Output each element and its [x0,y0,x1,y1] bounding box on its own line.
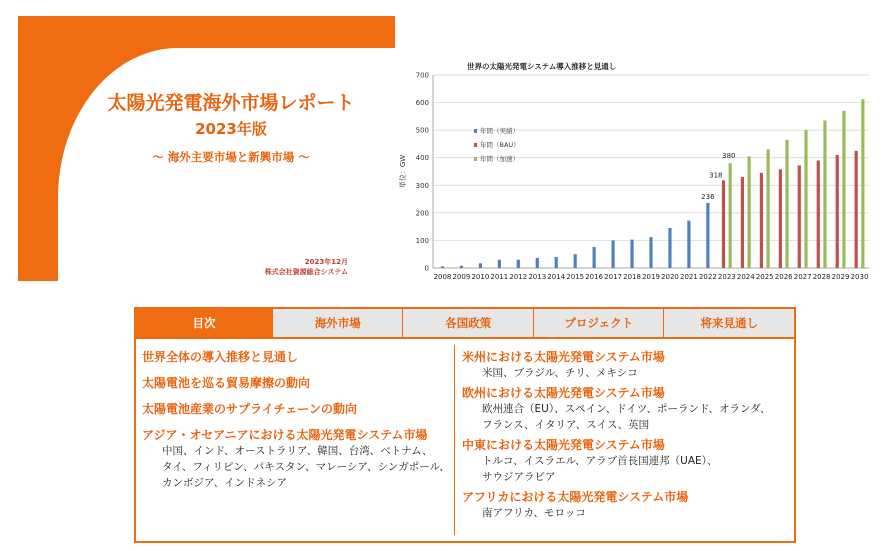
x-tick-label: 2018 [623,273,641,281]
toc-section-title[interactable]: 太陽電池を巡る貿易摩擦の動向 [142,376,311,390]
toc-section-title[interactable]: 米州における太陽光発電システム市場 [462,350,665,364]
bar-2028-s2 [823,120,826,268]
cover-year: 2023年版 [195,120,267,138]
cover-subtitle: ～ 海外主要市場と新興市場 ～ [152,150,310,164]
x-tick-label: 2030 [850,273,869,281]
y-tick-label: 400 [415,154,429,163]
toc-section-title[interactable]: アジア・オセアニアにおける太陽光発電システム市場 [142,428,428,442]
x-tick-label: 2015 [566,273,585,281]
toc-section [462,437,792,485]
y-tick-label: 0 [424,264,429,273]
bar-2023-s2 [729,163,732,268]
toc-section [142,427,448,491]
bar-2026-s1 [779,169,782,268]
bar-2023-s1 [722,180,725,268]
toc-left-column [142,349,448,501]
y-tick-label: 200 [415,209,429,218]
bar-2025-s2 [766,149,769,268]
toc-tab-bar [136,309,794,339]
bar-2029-s2 [842,111,845,268]
toc-section-title[interactable]: 太陽電池産業のサプライチェーンの動向 [142,402,358,416]
toc-section-detail: トルコ、イスラエル、アラブ首長国連邦（UAE）、 [482,455,718,467]
bar-2015-s0 [574,254,577,268]
toc-body [136,339,794,541]
x-tick-label: 2026 [774,273,793,281]
x-tick-label: 2024 [736,273,755,281]
x-tick-label: 2023 [717,273,736,281]
data-label: 236 [701,192,715,201]
toc-section-detail: 南アフリカ、モロッコ [482,507,586,519]
tab-0[interactable]: 目次 [136,309,272,339]
bar-2011-s0 [498,260,501,268]
toc-section-title[interactable]: 中東における太陽光発電システム市場 [462,438,665,452]
x-tick-label: 2027 [793,273,812,281]
tab-2[interactable]: 各国政策 [402,309,533,339]
bar-2029-s1 [836,155,839,268]
bar-2022-s0 [706,203,709,268]
tab-1[interactable]: 海外市場 [272,309,403,339]
toc-section-title[interactable]: アフリカにおける太陽光発電システム市場 [462,490,689,504]
bar-2020-s0 [668,228,671,268]
bar-2017-s0 [611,240,614,268]
bar-2027-s2 [804,130,807,268]
bar-2030-s2 [861,99,864,268]
x-tick-label: 2014 [547,273,566,281]
installation-chart [395,58,884,290]
x-tick-label: 2012 [509,273,528,281]
toc-section-title[interactable]: 欧州における太陽光発電システム市場 [462,386,665,400]
legend-label-1: 年間（BAU） [480,141,520,149]
cover-title: 太陽光発電海外市場レポート [107,92,355,114]
bar-2027-s1 [798,165,801,268]
bar-2030-s1 [855,151,858,268]
toc-section-detail: フランス、イタリア、スイス、英国 [482,419,650,431]
bar-2012-s0 [517,260,520,268]
x-tick-label: 2020 [661,273,679,281]
x-tick-label: 2022 [698,273,717,281]
bar-2026-s2 [785,140,788,268]
legend-label-2: 年間（加速） [480,155,519,163]
toc-section [462,349,792,381]
x-tick-label: 2021 [679,273,698,281]
x-tick-label: 2028 [812,273,831,281]
x-tick-label: 2016 [585,273,604,281]
tab-3[interactable]: プロジェクト [533,309,664,339]
legend-label-0: 年間（実績） [480,127,519,135]
toc-section-detail: カンボジア、インドネシア [162,477,288,489]
legend-swatch-0 [474,129,477,133]
toc-section-detail: 米国、ブラジル、チリ、メキシコ [482,367,638,379]
bar-2018-s0 [630,240,633,268]
bar-2024-s2 [748,156,751,268]
tab-4[interactable]: 将来見通し [663,309,794,339]
toc-section [142,349,448,365]
toc-section-detail: 欧州連合（EU）、スペイン、ドイツ、ポーランド、オランダ、 [482,403,771,415]
y-tick-label: 100 [415,236,429,245]
toc-section [142,401,448,417]
y-axis-label: 単位：GW [399,154,407,189]
toc-section-detail: サウジアラビア [482,471,556,483]
legend-swatch-1 [474,143,477,147]
y-tick-label: 500 [415,126,429,135]
data-label: 318 [709,171,723,180]
x-tick-label: 2013 [528,273,547,281]
y-tick-label: 700 [415,71,429,80]
table-of-contents [134,307,796,543]
y-tick-label: 300 [415,181,429,190]
bar-2016-s0 [593,247,596,268]
x-tick-label: 2029 [831,273,850,281]
cover-date: 2023年12月 [304,258,348,266]
bar-2025-s1 [760,173,763,268]
x-tick-label: 2009 [452,273,471,281]
toc-section-title[interactable]: 世界全体の導入推移と見通し [142,350,299,364]
y-tick-label: 600 [415,99,429,108]
x-tick-label: 2025 [755,273,774,281]
bar-2009-s0 [460,266,463,268]
legend-swatch-2 [474,157,477,161]
chart-title: 世界の太陽光発電システム導入推移と見通し [467,62,617,71]
toc-section [462,489,792,521]
bar-2013-s0 [536,258,539,268]
bar-2008-s0 [441,266,444,268]
x-tick-label: 2019 [642,273,660,281]
toc-section [462,385,792,433]
cover-company: 株式会社資源総合システム [264,268,348,276]
bar-2014-s0 [555,257,558,268]
bar-2010-s0 [479,263,482,268]
toc-section [142,375,448,391]
bar-2021-s0 [687,221,690,268]
bar-2019-s0 [649,237,652,268]
toc-right-column [462,349,792,525]
report-cover [18,16,395,281]
bar-2024-s1 [741,177,744,268]
bar-2028-s1 [817,160,820,268]
x-tick-label: 2011 [490,273,509,281]
toc-section-detail: タイ、フィリピン、パキスタン、マレーシア、シンガポール、 [162,461,450,473]
x-tick-label: 2010 [471,273,490,281]
toc-divider [454,345,455,535]
x-tick-label: 2017 [604,273,623,281]
x-tick-label: 2008 [433,273,452,281]
toc-section-detail: 中国、インド、オーストラリア、韓国、台湾、ベトナム、 [162,445,433,457]
data-label: 380 [722,152,736,161]
